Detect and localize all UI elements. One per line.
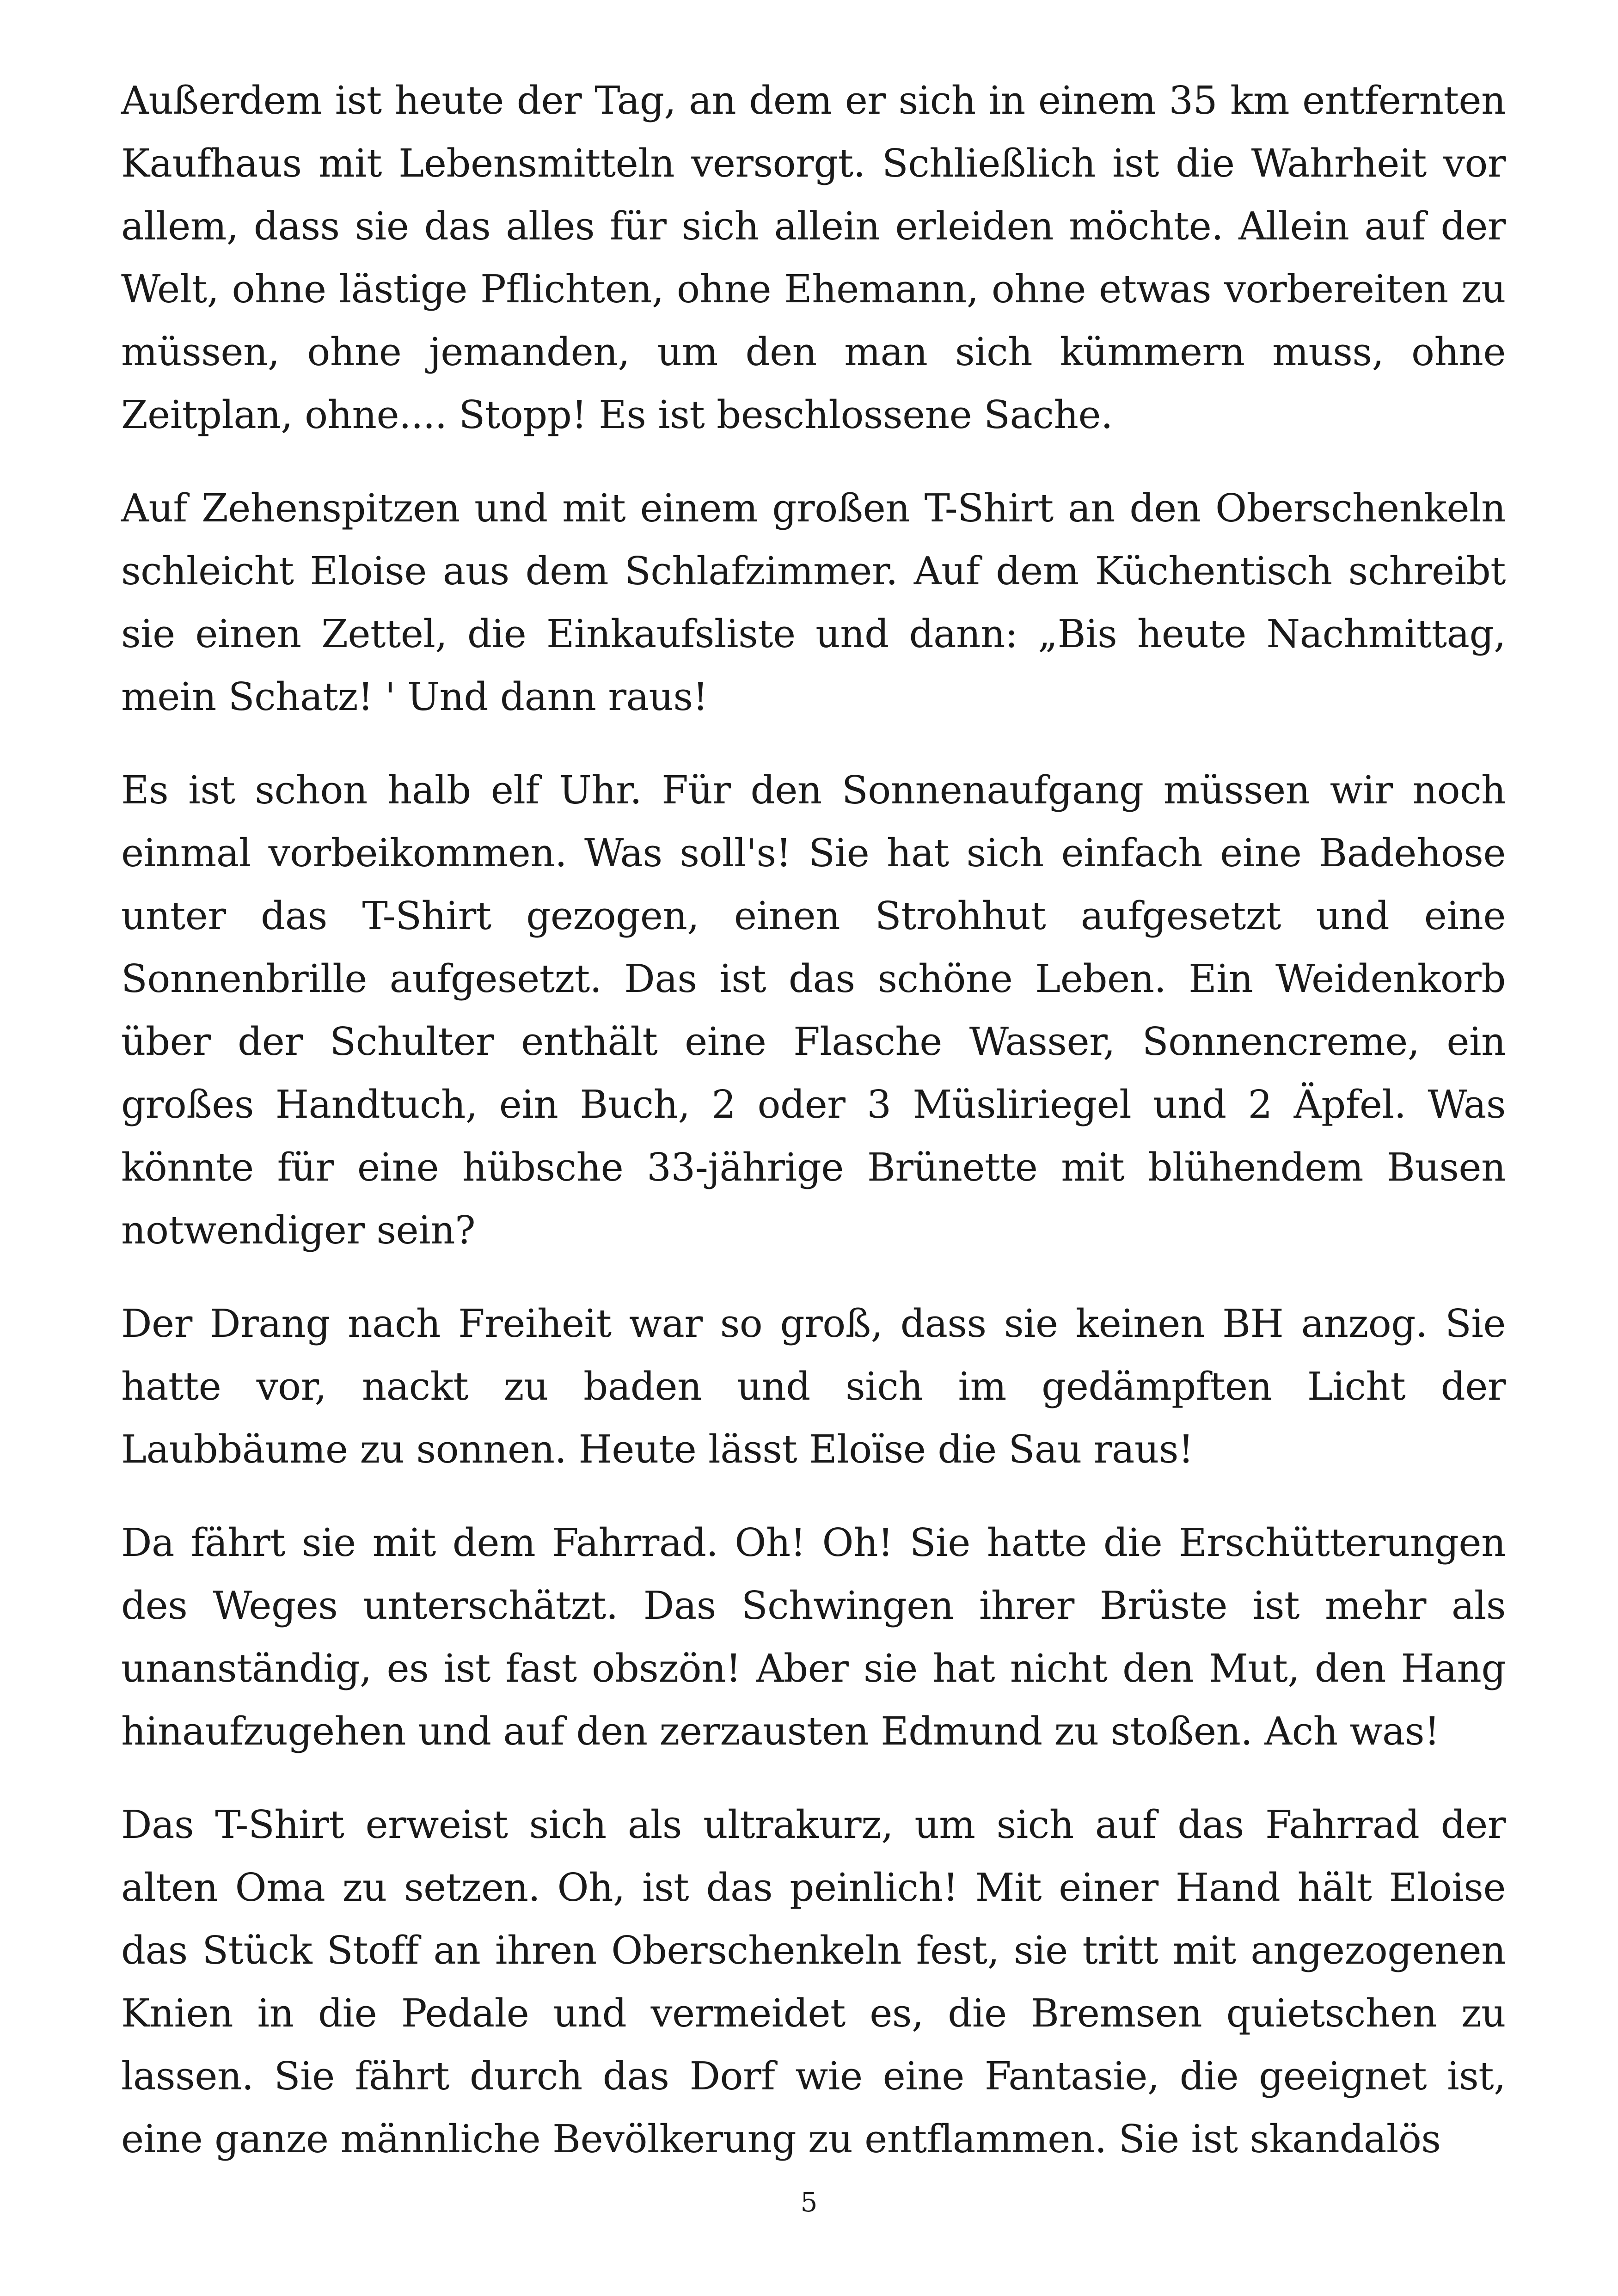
paragraph-6: Das T-Shirt erweist sich als ultrakurz, um sich auf das Fahrrad der alten Oma zu setzen. Oh, ist das peinlich! Mit einer Hand hält Eloise das Stück Stoff an ihren Oberschenkeln fest, sie tritt mit angezogenen Knien in die Pedale und vermeidet es, die Bremsen quietschen zu lassen. Sie fährt durch das Dorf wie eine Fantasie, die geeignet ist, eine ganze männliche Bevölkerung zu entflammen. Sie ist skandalös — [121, 1802, 1506, 2161]
paragraph-1: Außerdem ist heute der Tag, an dem er sich in einem 35 km entfernten Kaufhaus mit Lebensmitteln versorgt. Schließlich ist die Wahrheit vor allem, dass sie das alles für sich allein erleiden möchte. Allein auf der Welt, ohne lästige Pflichten, ohne Ehemann, ohne etwas vorbereiten zu müssen, ohne jemanden, um den man sich kümmern muss, ohne Zeitplan, ohne.... Stopp! Es ist beschlossene Sache. — [121, 78, 1506, 437]
page-number: 5 — [800, 2186, 818, 2218]
paragraph-5: Da fährt sie mit dem Fahrrad. Oh! Oh! Sie hatte die Erschütterungen des Weges unterschätzt. Das Schwingen ihrer Brüste ist mehr als unanständig, es ist fast obszön! Aber sie hat nicht den Mut, den Hang hinaufzugehen und auf den zerzausten Edmund zu stoßen. Ach was! — [121, 1520, 1506, 1754]
paragraph-4: Der Drang nach Freiheit war so groß, dass sie keinen BH anzog. Sie hatte vor, nackt zu baden und sich im gedämpften Licht der Laubbäume zu sonnen. Heute lässt Eloïse die Sau raus! — [121, 1301, 1506, 1472]
body-text — [121, 69, 1506, 2201]
paragraph-3: Es ist schon halb elf Uhr. Für den Sonnenaufgang müssen wir noch einmal vorbeikommen. Was soll's! Sie hat sich einfach eine Badehose unter das T-Shirt gezogen, einen Strohhut aufgesetzt und eine Sonnenbrille aufgesetzt. Das ist das schöne Leben. Ein Weidenkorb über der Schulter enthält eine Flasche Wasser, Sonnencreme, ein großes Handtuch, ein Buch, 2 oder 3 Müsliriegel und 2 Äpfel. Was könnte für eine hübsche 33-jährige Brünette mit blühendem Busen notwendiger sein? — [121, 768, 1506, 1253]
paragraph-2: Auf Zehenspitzen und mit einem großen T-Shirt an den Oberschenkeln schleicht Eloise aus dem Schlafzimmer. Auf dem Küchentisch schreibt sie einen Zettel, die Einkaufsliste und dann: „Bis heute Nachmittag, mein Schatz! ' Und dann raus! — [121, 486, 1506, 719]
